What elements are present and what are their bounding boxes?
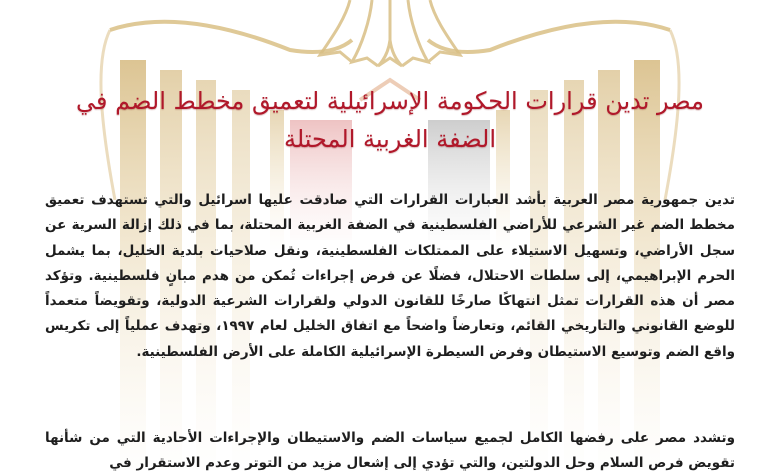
article-paragraph-2: وتشدد مصر على رفضها الكامل لجميع سياسات الضم والاستيطان والإجراءات الأحادية التي من شأنها تقويض فرص السلام وحل الدولتين، والتي تؤدي إلى إشعال مزيد من التوتر وعدم الاستقرار في [45,430,735,471]
article-paragraph-1: تدين جمهورية مصر العربية بأشد العبارات القرارات التي صادقت عليها اسرائيل والتي تستهدف تعميق مخطط الضم غير الشرعي للأراضي الفلسطينية في الضفة الغربية المحتلة، بما في ذلك إزالة السرية عن سجل الأراضي، وتسهيل الاستيلاء على الممتلكات الفلسطينية، ونقل صلاحيات بلدية الخليل، بما يشمل الحرم الإبراهيمي، إلى سلطات الاحتلال، فضلًا عن فرض إجراءات تُمكن من هدم مبانٍ فلسطينية. وتؤكد مصر أن هذه القرارات تمثل انتهاكًا صارخًا للقانون الدولي ولقرارات الشرعية الدولية، وتقويضاً متعمداً للوضع القانوني والتاريخي القائم، وتعارضاً واضحاً مع اتفاق الخليل لعام ١٩٩٧، وتهدف عملياً إلى تكريس واقع الضم وتوسيع الاستيطان وفرض السيطرة الإسرائيلية الكاملة على الأرض الفلسطينية. [45,192,736,360]
article-title: مصر تدين قرارات الحكومة الإسرائيلية لتعميق مخطط الضم في الضفة الغربية المحتلة [76,87,704,153]
